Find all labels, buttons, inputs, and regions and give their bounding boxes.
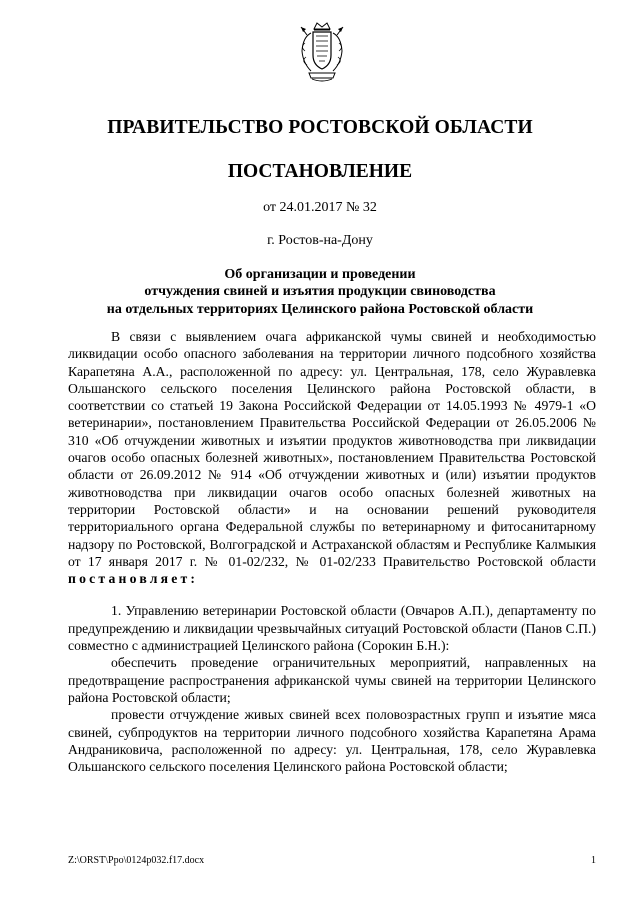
- document-subject: [60, 266, 580, 318]
- subject-line: на отдельных территориях Целинского района Ростовской области: [106, 301, 534, 317]
- subject-line: Об организации и проведении: [224, 267, 416, 282]
- item-paragraph: 1. Управлению ветеринарии Ростовской области (Овчаров А.П.), департаменту по предупреждению и ликвидации чрезвычайных ситуаций Ростовской области (Панов С.П.) совместно с администрацией Целинского района (Сорокин Б.Н.):: [68, 603, 596, 654]
- page-number: 1: [591, 855, 596, 866]
- preamble-text: В связи с выявлением очага африканской чумы свиней и необходимостью ликвидации особо опасного заболевания на территории личного подсобного хозяйства Карапетяна А.А., расположенной по адресу: ул. Центральная, 178, село Журавлевка Ольшанского сельского поселения Целинского района Ростовской области, в соответствии со статьей 19 Закона Российской Федерации от 14.05.1993 № 4979-1 «О ветеринарии», постановлением Правительства Российской Федерации от 26.05.2006 № 310 «Об отчуждении животных и изъятии продуктов животноводства при ликвидации очагов особо опасных болезней животных», постановлением Правительства Ростовской области от 26.09.2012 № 914 «Об отчуждении животных и (или) изъятии продуктов животноводства при ликвидации очагов особо опасных болезней животных на территории Ростовской области» и на основании решений руководителя территориального органа Федеральной службы по ветеринарному и фитосанитарному надзору по Ростовской, Волгоградской и Астраханской областям и Республике Калмыкия от 17 января 2017 г. № 01-02/232, № 01-02/233 Правительство Ростовской области: [68, 329, 596, 569]
- footer-file-path: Z:\ORST\Ppo\0124p032.f17.docx: [68, 855, 205, 866]
- subject-line: отчуждения свиней и изъятия продукции свиноводства: [144, 284, 496, 300]
- document-city: г. Ростов-на-Дону: [267, 233, 373, 248]
- subitem-paragraph: обеспечить проведение ограничительных мероприятий, направленных на предотвращение распространения африканской чумы свиней на территории Целинского района Ростовской области;: [68, 655, 596, 705]
- preamble-paragraph: [68, 328, 596, 587]
- document-type: ПОСТАНОВЛЕНИЕ: [227, 161, 413, 182]
- resolves-keyword: постановляет:: [68, 571, 199, 587]
- government-title: ПРАВИТЕЛЬСТВО РОСТОВСКОЙ ОБЛАСТИ: [107, 117, 533, 138]
- document-body: [68, 328, 596, 775]
- rostov-oblast-coat-of-arms-icon: [297, 21, 347, 85]
- document-date-number: от 24.01.2017 № 32: [263, 200, 377, 215]
- subitem-paragraph: провести отчуждение живых свиней всех половозрастных групп и изъятие мяса свиней, субпродуктов на территории личного подсобного хозяйства Карапетяна Арама Андраниковича, расположенной по адресу: ул. Центральная, 178, село Журавлевка Ольшанского сельского поселения Целинского района Ростовской области;: [68, 707, 596, 775]
